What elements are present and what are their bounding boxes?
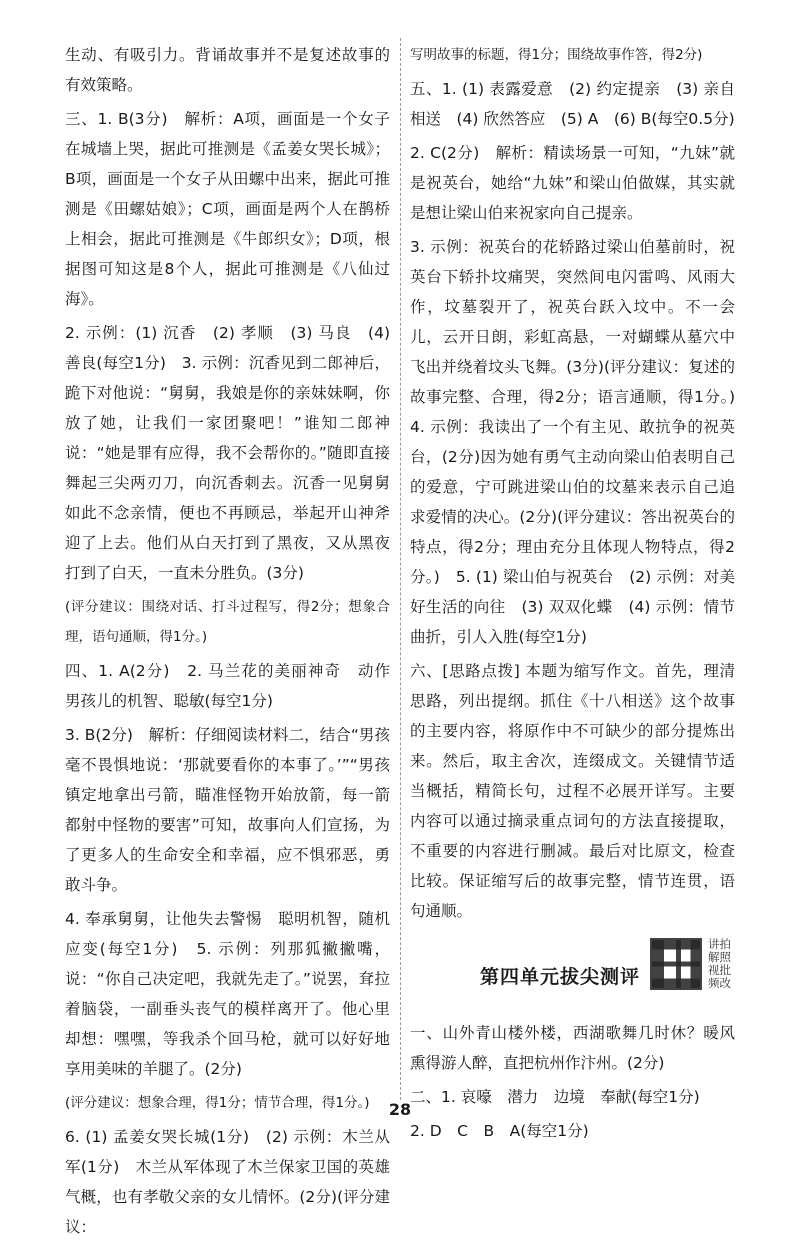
answer-paragraph: 二、1. 哀嚎 潜力 边境 奉献(每空1分) (410, 1088, 700, 1106)
answer-paragraph: 2. 示例：(1) 沉香 (2) 孝顺 (3) 马良 (4) 善良(每空1分) 3. 示例：沉香见到二郎神后，跪下对他说：“舅舅，我娘是你的亲妹妹啊，你放了她，让我们一家团聚吧！”谁知二郎神说：“她是罪有应得，我不会帮你的。”随即直接舞起三尖两刃刀，向沉香刺去。沉香一见舅舅如此不念亲情，便也不再顾忌，举起开山神斧迎了上去。他们从白天打到了黑夜，又从黑夜打到了白天，一直未分胜负。(3分) (65, 324, 390, 582)
column-divider (400, 38, 401, 1100)
unit-title: 第四单元拔尖测评 (480, 966, 641, 988)
right-column (410, 40, 751, 1150)
answer-paragraph: 五、1. (1) 表露爱意 (2) 约定提亲 (3) 亲自相送 (4) 欣然答应 (5) A (6) B(每空0.5分) (410, 80, 735, 128)
answer-paragraph: 2. C(2分) 解析：精读场景一可知，“九妹”就是祝英台，她给“九妹”和梁山伯做媒，其实就是想让梁山伯来祝家向自己提亲。 (410, 144, 735, 222)
scoring-note: 写明故事的标题，得1分；围绕故事作答，得2分) (410, 47, 703, 63)
qr-caption: 讲拍解照视批频改 (708, 937, 731, 990)
answer-paragraph: 3. B(2分) 解析：仔细阅读材料二，结合“男孩毫不畏惧地说：‘那就要看你的本事了。’”“男孩镇定地拿出弓箭，瞄准怪物开始放箭，每一箭都射中怪物的要害”可知，故事向人们宣扬，为了更多人的生命安全和幸福，应不惧邪恶，勇敢斗争。 (65, 726, 390, 894)
answer-paragraph: 6. (1) 孟姜女哭长城(1分) (2) 示例：木兰从军(1分) 木兰从军体现了木兰保家卫国的英雄气概，也有孝敬父亲的女儿情怀。(2分)(评分建议： (65, 1128, 390, 1236)
unit-header (410, 938, 735, 1010)
answer-paragraph: 生动、有吸引力。背诵故事并不是复述故事的有效策略。 (65, 46, 390, 94)
scoring-note: (评分建议：围绕对话、打斗过程写，得2分；想象合理，语句通顺，得1分。) (65, 599, 390, 645)
answer-paragraph: 三、1. B(3分) 解析：A项，画面是一个女子在城墙上哭，据此可推测是《孟姜女哭长城》；B项，画面是一个女子从田螺中出来，据此可推测是《田螺姑娘》；C项，画面是两个人在鹊桥上相会，据此可推测是《牛郎织女》；D项，根据图可知这是8个人，据此可推测是《八仙过海》。 (65, 110, 390, 308)
answer-paragraph: 四、1. A(2分) 2. 马兰花的美丽神奇 动作 男孩儿的机智、聪敏(每空1分) (65, 662, 406, 710)
answer-paragraph: 4. 奉承舅舅，让他失去警惕 聪明机智，随机应变(每空1分) 5. 示例：列那狐撇撇嘴，说：“你自己决定吧，我就先走了。”说罢，耷拉着脑袋，一副垂头丧气的模样离开了。他心里却想：嘿嘿，等我杀个回马枪，就可以好好地享用美味的羊腿了。(2分) (65, 910, 390, 1078)
answer-paragraph: 2. D C B A(每空1分) (410, 1122, 589, 1140)
page-number: 28 (388, 1100, 412, 1119)
qr-code-icon (650, 938, 702, 990)
answer-paragraph: 六、[思路点拨] 本题为缩写作文。首先，理清思路，列出提纲。抓住《十八相送》这个故事的主要内容，将原作中不可缺少的部分提炼出来。然后，取主舍次，连缀成文。关键情节适当概括，精简长句，过程不必展开详写。主要内容可以通过摘录重点词句的方法直接提取，不重要的内容进行删减。最后对比原文，检查比较。保证缩写后的故事完整，情节连贯，语句通顺。 (410, 662, 735, 920)
scoring-note: (评分建议：想象合理，得1分；情节合理，得1分。) (65, 1095, 370, 1111)
answer-paragraph: 3. 示例：祝英台的花轿路过梁山伯墓前时，祝英台下轿扑坟痛哭，突然间电闪雷鸣、风雨大作，坟墓裂开了，祝英台跃入坟中。不一会儿，云开日朗，彩虹高悬，一对蝴蝶从墓穴中飞出并绕着坟头飞舞。(3分)(评分建议：复述的故事完整、合理，得2分；语言通顺，得1分。) 4. 示例：我读出了一个有主见、敢抗争的祝英台，(2分)因为她有勇气主动向梁山伯表明自己的爱意，宁可跳进梁山伯的坟墓来表示自己追求爱情的决心。(2分)(评分建议：答出祝英台的特点，得2分；理由充分且体现人物特点，得2分。) 5. (1) 梁山伯与祝英台 (2) 示例：对美好生活的向往 (3) 双双化蝶 (4) 示例：情节曲折，引人入胜(每空1分) (410, 238, 751, 646)
answer-paragraph: 一、山外青山楼外楼，西湖歌舞几时休？暖风熏得游人醉，直把杭州作汴州。(2分) (410, 1024, 735, 1072)
